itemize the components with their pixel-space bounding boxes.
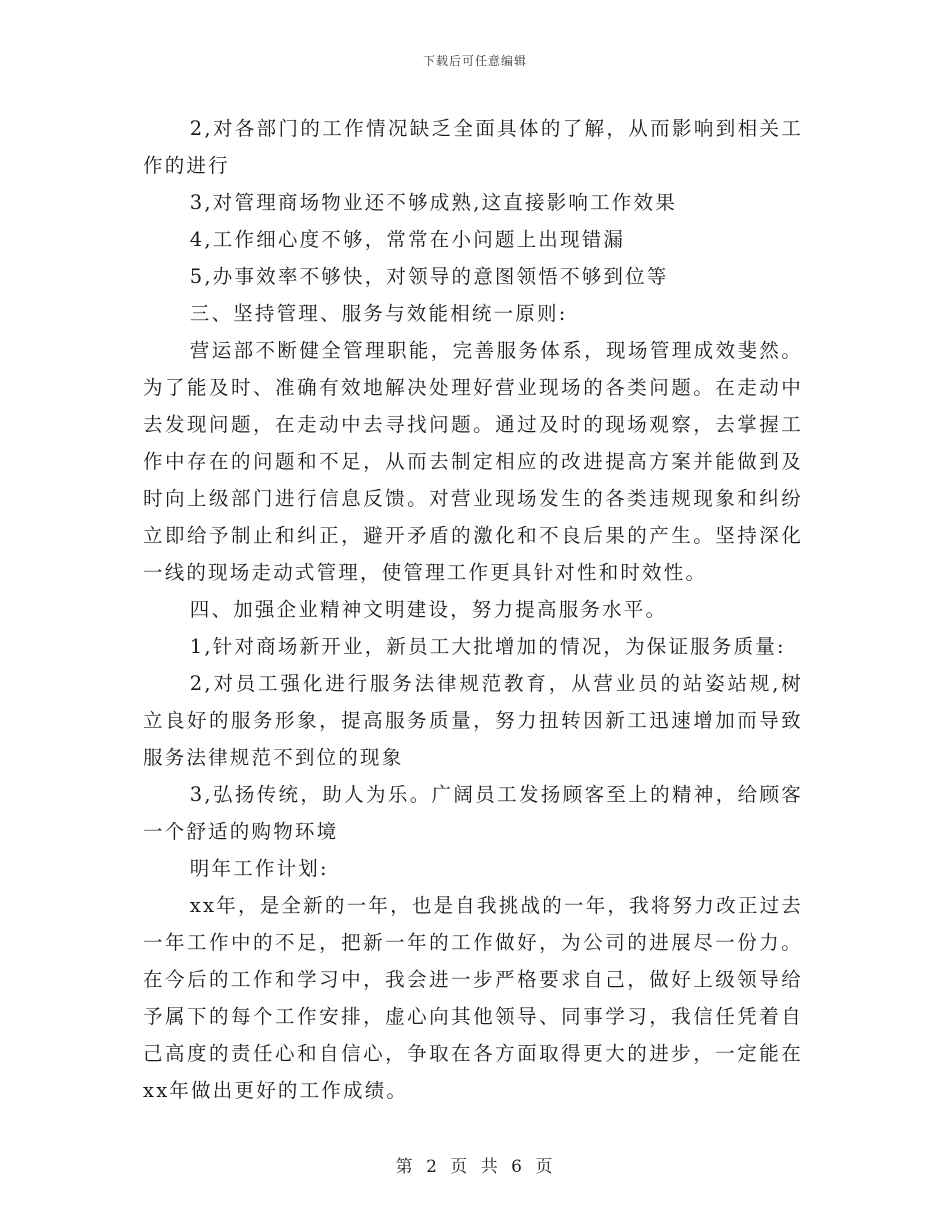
paragraph: 3,弘扬传统，助人为乐。广阔员工发扬顾客至上的精神，给顾客一个舒适的购物环境 (143, 783, 803, 843)
section-heading: 三、坚持管理、服务与效能相统一原则: (189, 302, 568, 325)
paragraph: 4,工作细心度不够，常常在小问题上出现错漏 (189, 228, 626, 251)
page-header: 下载后可任意编辑 (422, 54, 527, 68)
paragraph: 1,针对商场新开业，新员工大批增加的情况，为保证服务质量: (189, 635, 786, 658)
page-footer: 第 2 页 共 6 页 (395, 1157, 555, 1177)
paragraph: 5,办事效率不够快，对领导的意图领悟不够到位等 (189, 265, 669, 288)
paragraph: xx年，是全新的一年，也是自我挑战的一年，我将努力改正过去一年工作中的不足，把新一年的工作做好，为公司的进展尽一份力。在今后的工作和学习中，我会进一步严格要求自己，做好上级领导给予属下的每个工作安排，虚心向其他领导、同事学习，我信任凭着自己高度的责任心和自信心，争取在各方面取得更大的进步，一定能在xx年做出更好的工作成绩。 (143, 894, 803, 1102)
document-body (143, 110, 803, 1109)
section-heading: 四、加强企业精神文明建设，努力提高服务水平。 (189, 598, 668, 621)
paragraph: 3,对管理商场物业还不够成熟,这直接影响工作效果 (189, 191, 677, 214)
paragraph: 2,对各部门的工作情况缺乏全面具体的了解，从而影响到相关工作的进行 (143, 117, 803, 177)
paragraph: 2,对员工强化进行服务法律规范教育，从营业员的站姿站规,树立良好的服务形象，提高服务质量，努力扭转因新工迅速增加而导致服务法律规范不到位的现象 (143, 672, 803, 769)
section-heading: 明年工作计划: (189, 857, 329, 880)
paragraph: 营运部不断健全管理职能，完善服务体系，现场管理成效斐然。为了能及时、准确有效地解决处理好营业现场的各类问题。在走动中去发现问题，在走动中去寻找问题。通过及时的现场观察，去掌握工作中存在的问题和不足，从而去制定相应的改进提高方案并能做到及时向上级部门进行信息反馈。对营业现场发生的各类违规现象和纠纷立即给予制止和纠正，避开矛盾的激化和不良后果的产生。坚持深化一线的现场走动式管理，使管理工作更具针对性和时效性。 (143, 339, 803, 584)
